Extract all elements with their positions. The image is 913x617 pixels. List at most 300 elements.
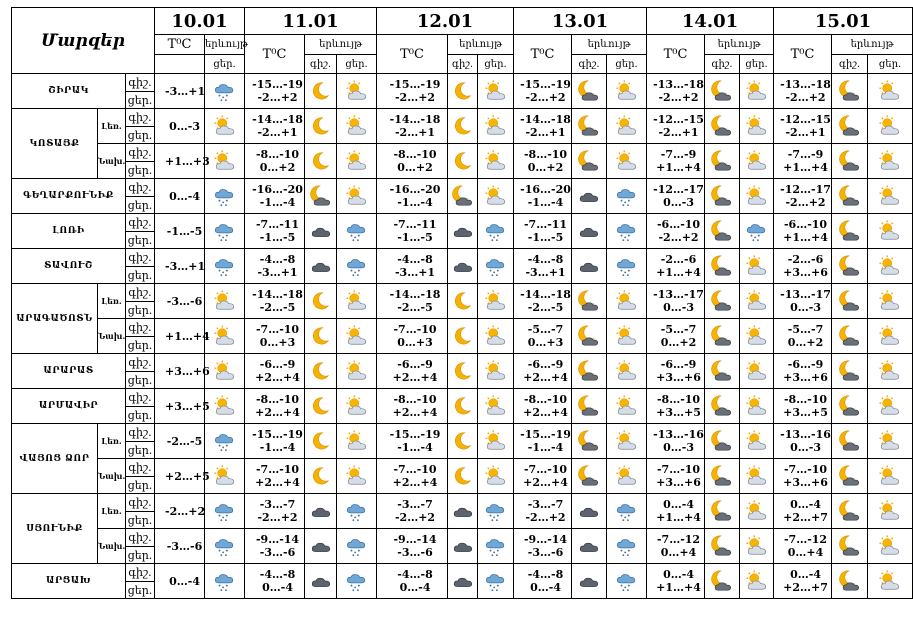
sun-cloud-icon: [485, 80, 507, 102]
day-label: ցեր.: [126, 267, 155, 284]
temp-range: [647, 284, 705, 319]
sun-cloud-icon: [616, 150, 638, 172]
temp-range: [774, 109, 832, 144]
snow-icon: [214, 220, 236, 242]
temp-range: [377, 424, 448, 459]
day-temp: 0…+2: [259, 161, 296, 174]
day-weather-cell: [337, 424, 377, 459]
temp-range: [245, 109, 305, 144]
moon-cloud-icon: [839, 430, 861, 452]
sun-cloud-icon: [879, 465, 901, 487]
night-temp: -7…-10: [783, 463, 828, 476]
temp-range: [377, 319, 448, 354]
sun-cloud-icon: [346, 150, 368, 172]
temp-range: +2…+5: [155, 459, 205, 494]
temp-range: [245, 284, 305, 319]
night-temp: -12…-17: [780, 183, 831, 196]
night-weather-cell: [448, 144, 478, 179]
weather-icon-cell: [205, 319, 245, 354]
temp-range: [774, 179, 832, 214]
day-temp: 0…-3: [663, 196, 694, 209]
day-weather-cell: [478, 529, 514, 564]
night-temp: -12…-15: [653, 113, 704, 126]
night-temp: -7…-11: [393, 218, 437, 231]
temp-range: [647, 494, 705, 529]
sun-cloud-icon: [879, 535, 901, 557]
moon-cloud-icon: [839, 115, 861, 137]
snow-icon: [485, 220, 507, 242]
temp-range: [647, 179, 705, 214]
day-temp: +1…+4: [783, 231, 828, 244]
moon-cloud-icon: [711, 290, 733, 312]
temp-col-header: T⁰C: [155, 35, 205, 55]
sun-cloud-icon: [879, 500, 901, 522]
night-weather-cell: [832, 249, 868, 284]
temp-range: [377, 564, 448, 599]
day-temp: 0…-4: [262, 581, 293, 594]
night-temp: -3…-7: [397, 498, 433, 511]
night-temp: -8…-10: [255, 393, 300, 406]
day-temp: -2…+1: [257, 126, 298, 139]
temp-range: [647, 249, 705, 284]
weather-icon-cell: [205, 389, 245, 424]
day-weather-cell: [740, 424, 774, 459]
date-header: 11.01: [245, 8, 377, 35]
night-weather-cell: [305, 284, 337, 319]
sun-cloud-icon: [746, 500, 768, 522]
sun-cloud-icon: [214, 115, 236, 137]
day-temp: 0…+3: [259, 336, 296, 349]
day-temp: -2…+2: [257, 91, 298, 104]
snow-icon: [346, 500, 368, 522]
subregion-label: Լեռ.: [98, 424, 126, 459]
region-name: ԱՐԱՐԱՏ: [12, 354, 126, 389]
day-temp: -2…+2: [658, 91, 699, 104]
day-temp: -1…-4: [397, 441, 433, 454]
night-weather-cell: [448, 319, 478, 354]
night-temp: -2…-6: [660, 253, 697, 266]
temp-range: [514, 179, 572, 214]
moon-cloud-icon: [711, 255, 733, 277]
day-label: ցեր.: [126, 582, 155, 599]
night-temp: -6…-10: [656, 218, 701, 231]
temp-range: 0…-4: [155, 564, 205, 599]
day-weather-cell: [478, 564, 514, 599]
moon-cloud-icon: [839, 80, 861, 102]
sun-cloud-icon: [485, 115, 507, 137]
snow-icon: [214, 535, 236, 557]
day-weather-cell: [868, 424, 913, 459]
sun-cloud-icon: [214, 150, 236, 172]
region-name: ՎԱՅՈՑ ՁՈՐ: [12, 424, 98, 494]
temp-range: [774, 494, 832, 529]
temp-col-header: T⁰C: [774, 35, 832, 74]
temp-range: [774, 564, 832, 599]
subregion-label: Նախ.: [98, 319, 126, 354]
day-temp: 0…-4: [399, 581, 431, 594]
day-temp: -2…-5: [527, 301, 564, 314]
sun-cloud-icon: [879, 325, 901, 347]
temp-range: [377, 249, 448, 284]
day-weather-cell: [868, 389, 913, 424]
day-col-header: ցեր.: [337, 55, 377, 74]
day-temp: -2…+2: [785, 196, 826, 209]
temp-range: [245, 214, 305, 249]
temp-range: [774, 319, 832, 354]
night-weather-cell: [448, 214, 478, 249]
moon-icon: [310, 80, 332, 102]
night-weather-cell: [705, 179, 740, 214]
night-temp: -13…-16: [780, 428, 831, 441]
moon-icon: [310, 325, 332, 347]
night-temp: -8…-10: [255, 148, 300, 161]
snow-icon: [214, 185, 236, 207]
temp-range: [647, 214, 705, 249]
sun-cloud-icon: [879, 150, 901, 172]
day-weather-cell: [337, 319, 377, 354]
day-temp: 0…+3: [397, 336, 433, 349]
temp-range: [245, 319, 305, 354]
day-temp: +2…+4: [523, 406, 568, 419]
day-temp: +3…+6: [656, 371, 701, 384]
night-temp: -4…-8: [259, 253, 296, 266]
night-label: գիշ.: [126, 109, 155, 127]
day-weather-cell: [740, 494, 774, 529]
moon-cloud-icon: [839, 570, 861, 592]
temp-range: [377, 459, 448, 494]
night-weather-cell: [572, 459, 607, 494]
night-temp: -6…-9: [397, 358, 433, 371]
temp-range: [647, 319, 705, 354]
temp-col-header: T⁰C: [514, 35, 572, 74]
day-weather-cell: [868, 214, 913, 249]
day-weather-cell: [607, 74, 647, 109]
moon-cloud-icon: [452, 185, 474, 207]
night-weather-cell: [572, 319, 607, 354]
night-temp: -7…-10: [656, 463, 701, 476]
night-temp: -7…-11: [523, 218, 568, 231]
cloud-icon: [578, 255, 600, 277]
region-name: ԼՈՌԻ: [12, 214, 126, 249]
temp-range: -3…-6: [155, 529, 205, 564]
night-weather-cell: [305, 494, 337, 529]
night-temp: -7…-10: [255, 463, 300, 476]
sun-cloud-icon: [346, 80, 368, 102]
sun-cloud-icon: [879, 255, 901, 277]
moon-cloud-icon: [578, 290, 600, 312]
night-weather-cell: [832, 284, 868, 319]
snow-icon: [485, 500, 507, 522]
sun-cloud-icon: [214, 290, 236, 312]
day-temp: +2…+7: [783, 581, 828, 594]
sun-cloud-icon: [879, 360, 901, 382]
temp-range: [647, 424, 705, 459]
cloud-icon: [578, 220, 600, 242]
temp-range: [514, 319, 572, 354]
temp-range: [647, 389, 705, 424]
day-weather-cell: [478, 389, 514, 424]
night-temp: -4…-8: [397, 568, 433, 581]
day-weather-cell: [740, 354, 774, 389]
temp-range: [514, 354, 572, 389]
temp-range: -2…-5: [155, 424, 205, 459]
night-weather-cell: [572, 424, 607, 459]
day-weather-cell: [337, 389, 377, 424]
day-temp: +3…+5: [783, 406, 828, 419]
day-temp: -2…+2: [658, 231, 699, 244]
day-weather-cell: [478, 144, 514, 179]
day-temp: 0…-3: [663, 301, 694, 314]
temp-range: [245, 389, 305, 424]
temp-range: [514, 564, 572, 599]
night-weather-cell: [448, 284, 478, 319]
sun-cloud-icon: [346, 360, 368, 382]
night-temp: -4…-8: [527, 568, 564, 581]
temp-range: [514, 214, 572, 249]
sun-cloud-icon: [746, 360, 768, 382]
temp-col-header: T⁰C: [245, 35, 305, 74]
moon-icon: [310, 395, 332, 417]
day-weather-cell: [740, 284, 774, 319]
region-name: ԳԵՂԱՐՔՈՒՆԻՔ: [12, 179, 126, 214]
temp-range: [774, 284, 832, 319]
night-weather-cell: [832, 319, 868, 354]
night-weather-cell: [705, 459, 740, 494]
day-label: ցեր.: [126, 512, 155, 529]
temp-range: -2…+2: [155, 494, 205, 529]
day-temp: -1…-5: [259, 231, 296, 244]
moon-icon: [310, 290, 332, 312]
night-weather-cell: [448, 249, 478, 284]
moon-cloud-icon: [839, 360, 861, 382]
day-temp: -3…+1: [257, 266, 298, 279]
sun-cloud-icon: [214, 395, 236, 417]
day-weather-cell: [740, 249, 774, 284]
date-header: 13.01: [514, 8, 647, 35]
day-temp: +1…+4: [656, 581, 701, 594]
night-weather-cell: [572, 494, 607, 529]
day-weather-cell: [337, 564, 377, 599]
phenomenon-col-header: երևույթ: [572, 35, 647, 55]
temp-range: -1…-5: [155, 214, 205, 249]
sun-cloud-icon: [746, 570, 768, 592]
region-name: ԿՈՏԱՅՔ: [12, 109, 98, 179]
day-weather-cell: [337, 109, 377, 144]
night-temp: -7…-11: [255, 218, 300, 231]
night-weather-cell: [305, 354, 337, 389]
night-weather-cell: [705, 319, 740, 354]
date-header: 12.01: [377, 8, 514, 35]
day-label: ցեր.: [126, 337, 155, 354]
day-temp: -1…-4: [259, 441, 296, 454]
temp-range: [647, 354, 705, 389]
day-weather-cell: [868, 144, 913, 179]
night-weather-cell: [705, 564, 740, 599]
moon-cloud-icon: [839, 290, 861, 312]
night-weather-cell: [448, 459, 478, 494]
snow-icon: [485, 570, 507, 592]
date-header: 15.01: [774, 8, 913, 35]
day-weather-cell: [478, 354, 514, 389]
weather-icon-cell: [205, 459, 245, 494]
day-weather-cell: [740, 319, 774, 354]
night-weather-cell: [448, 109, 478, 144]
day-temp: -1…-4: [527, 196, 564, 209]
cloud-icon: [452, 570, 474, 592]
day-temp: +2…+4: [523, 371, 568, 384]
night-weather-cell: [832, 354, 868, 389]
day-temp: -2…+2: [394, 511, 436, 524]
temp-range: [774, 214, 832, 249]
day-temp: 0…-3: [663, 441, 694, 454]
day-temp: -2…+2: [785, 91, 826, 104]
snow-icon: [214, 255, 236, 277]
night-temp: -8…-10: [783, 393, 828, 406]
sun-cloud-icon: [214, 465, 236, 487]
day-temp: -2…+1: [658, 126, 699, 139]
sun-cloud-icon: [879, 290, 901, 312]
sun-cloud-icon: [616, 115, 638, 137]
day-temp: 0…+2: [397, 161, 433, 174]
night-temp: -15…-19: [520, 78, 571, 91]
sun-cloud-icon: [485, 185, 507, 207]
night-temp: -2…-6: [787, 253, 824, 266]
night-temp: -15…-19: [252, 428, 303, 441]
night-weather-cell: [572, 249, 607, 284]
night-temp: -8…-10: [393, 393, 437, 406]
moon-icon: [310, 430, 332, 452]
night-temp: -13…-17: [653, 288, 704, 301]
temp-range: [377, 494, 448, 529]
day-temp: -2…+1: [394, 126, 436, 139]
temp-col-header: T⁰C: [377, 35, 448, 74]
temp-range: [774, 389, 832, 424]
cloud-icon: [578, 500, 600, 522]
snow-icon: [616, 255, 638, 277]
night-temp: -3…-7: [259, 498, 296, 511]
night-temp: -16…-20: [389, 183, 441, 196]
night-weather-cell: [572, 214, 607, 249]
day-weather-cell: [478, 74, 514, 109]
phenomenon-col-header: երևույթ: [705, 35, 774, 55]
day-temp: +2…+4: [255, 371, 300, 384]
day-weather-cell: [740, 564, 774, 599]
moon-cloud-icon: [711, 325, 733, 347]
cloud-icon: [452, 535, 474, 557]
subregion-label: Նախ.: [98, 144, 126, 179]
subregion-label: Լեռ.: [98, 109, 126, 144]
night-temp: -8…-10: [393, 148, 437, 161]
night-temp: -15…-19: [520, 428, 571, 441]
temp-range: -3…+1: [155, 74, 205, 109]
subregion-label: Լեռ.: [98, 284, 126, 319]
night-temp: -4…-8: [527, 253, 564, 266]
day-weather-cell: [478, 494, 514, 529]
night-temp: -15…-19: [389, 78, 441, 91]
night-temp: -5…-7: [787, 323, 824, 336]
night-label: գիշ.: [126, 494, 155, 512]
day-label: ցեր.: [126, 232, 155, 249]
day-temp: 0…-4: [530, 581, 561, 594]
night-weather-cell: [305, 529, 337, 564]
date-header: 14.01: [647, 8, 774, 35]
night-temp: -14…-18: [520, 113, 571, 126]
snow-icon: [214, 430, 236, 452]
moon-cloud-icon: [839, 535, 861, 557]
night-temp: -6…-10: [783, 218, 828, 231]
temp-range: [245, 249, 305, 284]
night-weather-cell: [705, 354, 740, 389]
night-weather-cell: [305, 249, 337, 284]
night-temp: -13…-18: [653, 78, 704, 91]
night-weather-cell: [572, 564, 607, 599]
day-weather-cell: [478, 214, 514, 249]
night-col-header: գիշ.: [448, 55, 478, 74]
temp-range: [514, 529, 572, 564]
temp-range: [245, 494, 305, 529]
day-weather-cell: [337, 249, 377, 284]
sun-cloud-icon: [616, 465, 638, 487]
night-weather-cell: [832, 214, 868, 249]
temp-range: 0…-4: [155, 179, 205, 214]
temp-range: +1…+3: [155, 144, 205, 179]
night-weather-cell: [572, 284, 607, 319]
moon-cloud-icon: [578, 395, 600, 417]
sun-cloud-icon: [746, 255, 768, 277]
night-weather-cell: [832, 144, 868, 179]
day-weather-cell: [478, 424, 514, 459]
night-temp: -14…-18: [520, 288, 571, 301]
moon-icon: [310, 150, 332, 172]
sun-cloud-icon: [485, 360, 507, 382]
day-label: ցեր.: [126, 407, 155, 424]
day-weather-cell: [740, 389, 774, 424]
night-label: գիշ.: [126, 249, 155, 267]
moon-cloud-icon: [711, 535, 733, 557]
day-weather-cell: [868, 284, 913, 319]
temp-range: 0…-3: [155, 109, 205, 144]
night-temp: -12…-15: [780, 113, 831, 126]
temp-range: [377, 74, 448, 109]
subregion-label: Նախ.: [98, 459, 126, 494]
day-weather-cell: [868, 354, 913, 389]
night-temp: -8…-10: [523, 393, 568, 406]
temp-range: [377, 109, 448, 144]
night-weather-cell: [448, 179, 478, 214]
day-temp: +2…+4: [392, 476, 438, 489]
day-temp: +2…+4: [392, 406, 438, 419]
date-header: 10.01: [155, 8, 245, 35]
forecast-table: [11, 7, 913, 599]
night-weather-cell: [705, 494, 740, 529]
night-weather-cell: [572, 529, 607, 564]
night-temp: 0…-4: [790, 568, 821, 581]
day-label: ցեր.: [126, 197, 155, 214]
moon-cloud-icon: [711, 220, 733, 242]
day-col-header: ցեր.: [607, 55, 647, 74]
day-temp: 0…+2: [660, 336, 697, 349]
night-temp: -8…-10: [656, 393, 701, 406]
day-temp: -1…-5: [397, 231, 433, 244]
night-weather-cell: [448, 494, 478, 529]
temp-range: [377, 354, 448, 389]
moon-cloud-icon: [839, 255, 861, 277]
temp-range: [514, 249, 572, 284]
day-temp: +1…+4: [783, 161, 828, 174]
temp-range: [514, 389, 572, 424]
night-temp: -9…-14: [523, 533, 568, 546]
sun-cloud-icon: [346, 430, 368, 452]
